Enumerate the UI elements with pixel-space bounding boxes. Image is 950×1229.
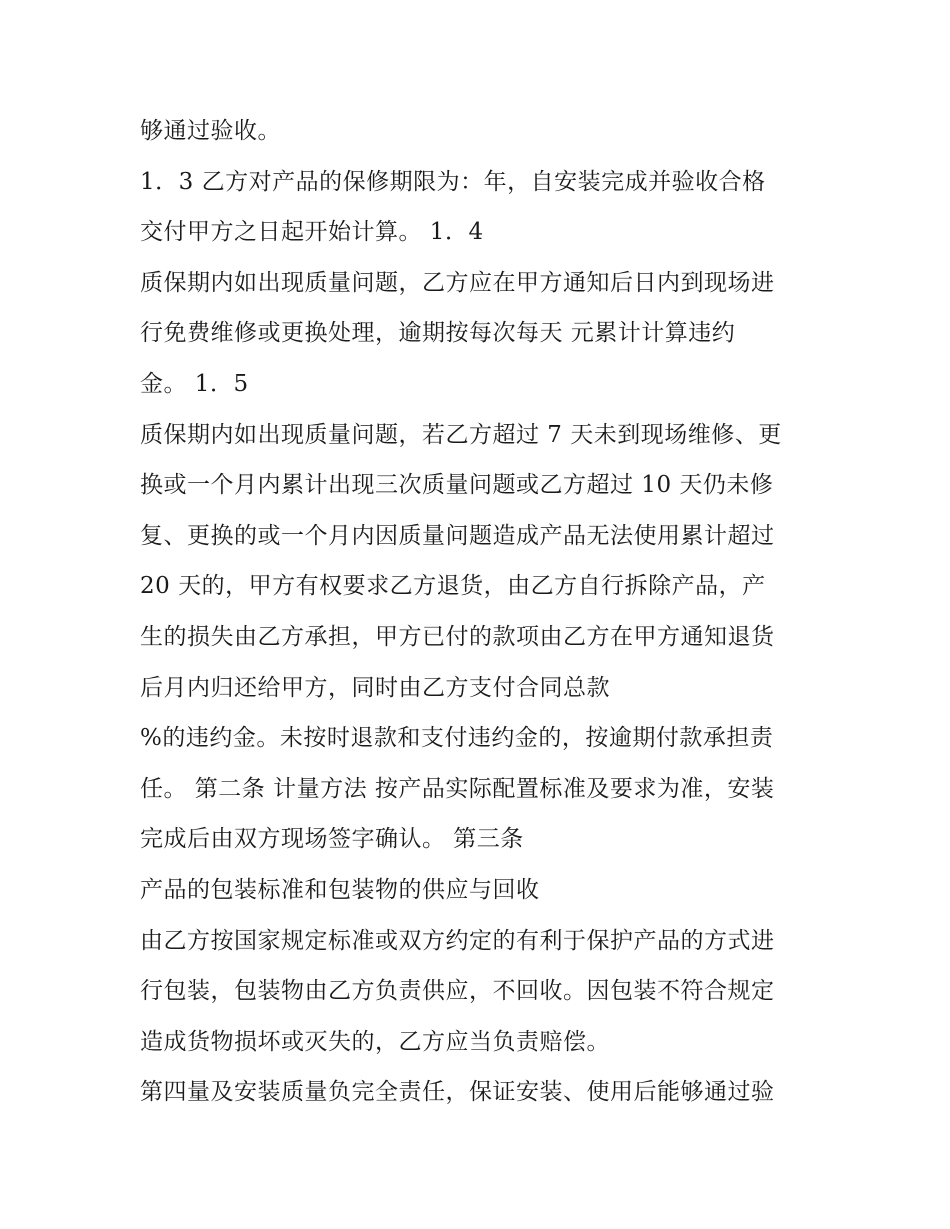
text-line: 任。 第二条 计量方法 按产品实际配置标准及要求为准，安装 xyxy=(140,775,775,802)
text-line: 行免费维修或更换处理，逾期按每次每天 元累计计算违约 xyxy=(140,320,736,347)
document-body xyxy=(140,106,830,1118)
text-line: 1．3 乙方对产品的保修期限为：年，自安装完成并验收合格 xyxy=(140,168,766,195)
text-line: 造成货物损坏或灭失的，乙方应当负责赔偿。 xyxy=(140,1028,610,1055)
text-line: 换或一个月内累计出现三次质量问题或乙方超过 10 天仍未修 xyxy=(140,472,774,499)
text-line: 由乙方按国家规定标准或双方约定的有利于保护产品的方式进 xyxy=(140,927,775,954)
text-line: 第四量及安装质量负完全责任，保证安装、使用后能够通过验 xyxy=(140,1079,775,1106)
text-line: 生的损失由乙方承担，甲方已付的款项由乙方在甲方通知退货 xyxy=(140,623,775,650)
text-line: 交付甲方之日起开始计算。 1．4 xyxy=(140,219,484,246)
text-line: 金。 1．5 xyxy=(140,370,249,397)
text-line: 够通过验收。 xyxy=(140,118,281,144)
text-line: 复、更换的或一个月内因质量问题造成产品无法使用累计超过 xyxy=(140,522,775,549)
text-line: 行包装，包装物由乙方负责供应，不回收。因包装不符合规定 xyxy=(140,978,775,1005)
text-line: 产品的包装标准和包装物的供应与回收 xyxy=(140,876,540,903)
text-line: 后月内归还给甲方，同时由乙方支付合同总款 xyxy=(140,674,610,701)
text-line: 完成后由双方现场签字确认。 第三条 xyxy=(140,826,524,853)
text-line: 质保期内如出现质量问题，乙方应在甲方通知后日内到现场进 xyxy=(140,269,775,296)
text-line: %的违约金。未按时退款和支付违约金的，按逾期付款承担责 xyxy=(140,725,774,752)
text-line: 质保期内如出现质量问题，若乙方超过 7 天未到现场维修、更 xyxy=(140,421,782,448)
text-line: 20 天的，甲方有权要求乙方退货，由乙方自行拆除产品，产 xyxy=(140,573,766,600)
